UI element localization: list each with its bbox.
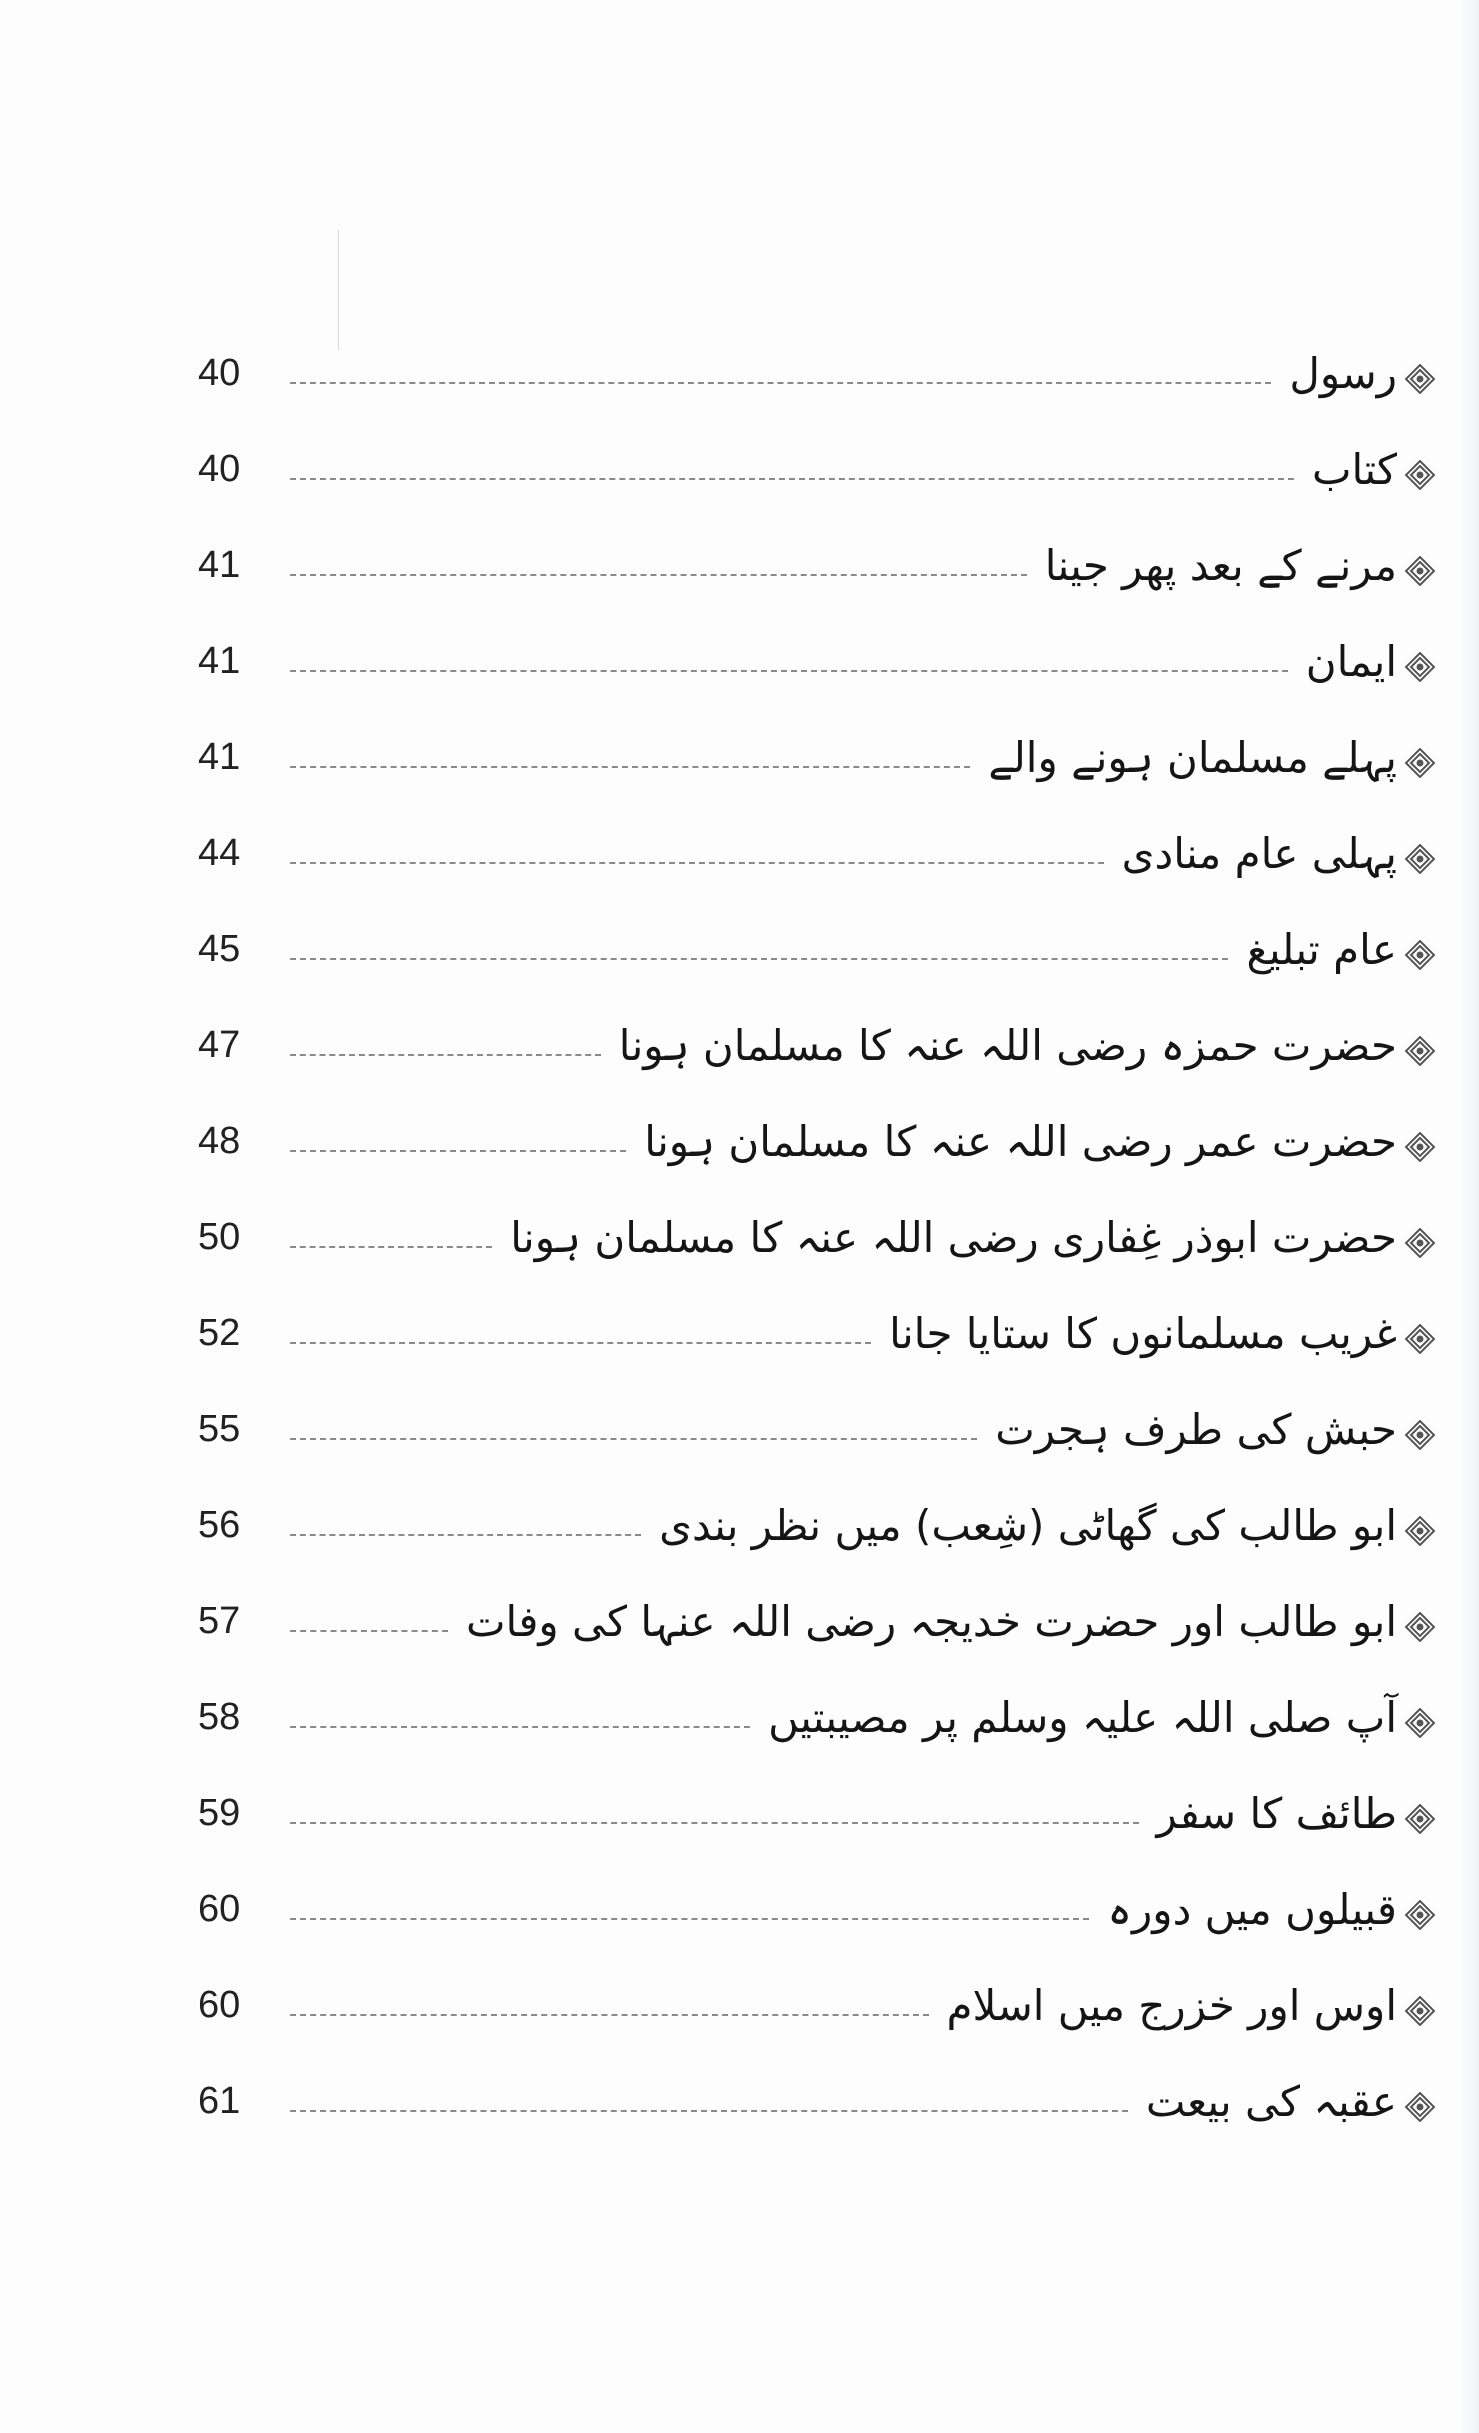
toc-entry-title: ایمان [1305,637,1397,686]
toc-entry-title: قبیلوں میں دورہ [1107,1885,1397,1934]
toc-entry-title: حضرت حمزہ رضی اللہ عنہ کا مسلمان ہونا [618,1021,1397,1070]
toc-entry-page-number: 41 [198,736,241,778]
diamond-ornament-icon [1405,1132,1435,1162]
toc-entry-page-number: 40 [198,352,241,394]
toc-entry-dotted-leader [290,478,1294,480]
diamond-ornament-icon [1405,1612,1435,1642]
diamond-ornament-icon [1405,364,1435,394]
toc-entry-dotted-leader [290,1342,871,1344]
diamond-ornament-icon [1405,1324,1435,1354]
toc-entry-title: مرنے کے بعد پھر جینا [1044,541,1397,590]
toc-entry-title: آپ صلی اللہ علیہ وسلم پر مصیبتیں [768,1693,1397,1742]
toc-entry-6 [0,810,1479,906]
toc-entry-title: غریب مسلمانوں کا ستایا جانا [889,1309,1397,1358]
toc-entry-dotted-leader [290,1534,641,1536]
toc-entry-dotted-leader [290,1054,601,1056]
toc-entry-page-number: 41 [198,640,241,682]
toc-entry-dotted-leader [290,1630,448,1632]
toc-entry-title: رسول [1289,349,1397,398]
diamond-ornament-icon [1405,1996,1435,2026]
toc-entry-dotted-leader [290,2014,929,2016]
toc-entry-9 [0,1098,1479,1194]
toc-entry-dotted-leader [290,1918,1089,1920]
toc-entry-14 [0,1578,1479,1674]
toc-entry-page-number: 60 [198,1888,241,1930]
diamond-ornament-icon [1405,1900,1435,1930]
diamond-ornament-icon [1405,1036,1435,1066]
toc-entry-dotted-leader [290,574,1027,576]
toc-entry-17 [0,1866,1479,1962]
toc-entry-dotted-leader [290,1246,492,1248]
diamond-ornament-icon [1405,652,1435,682]
toc-entry-dotted-leader [290,1726,750,1728]
toc-entry-page-number: 52 [198,1312,241,1354]
toc-entry-11 [0,1290,1479,1386]
diamond-ornament-icon [1405,460,1435,490]
toc-entry-dotted-leader [290,766,970,768]
toc-entry-13 [0,1482,1479,1578]
toc-entry-dotted-leader [290,670,1288,672]
toc-entry-dotted-leader [290,958,1228,960]
toc-entry-dotted-leader [290,382,1271,384]
toc-entry-8 [0,1002,1479,1098]
diamond-ornament-icon [1405,556,1435,586]
toc-entry-page-number: 57 [198,1600,241,1642]
toc-entry-page-number: 58 [198,1696,241,1738]
toc-entry-1 [0,330,1479,426]
toc-entry-dotted-leader [290,1822,1139,1824]
toc-entry-page-number: 47 [198,1024,241,1066]
toc-entry-title: کتاب [1311,445,1397,494]
toc-entry-10 [0,1194,1479,1290]
diamond-ornament-icon [1405,1804,1435,1834]
toc-entry-title: پہلی عام منادی [1121,829,1397,878]
toc-entry-4 [0,618,1479,714]
toc-entry-dotted-leader [290,1150,626,1152]
diamond-ornament-icon [1405,1708,1435,1738]
diamond-ornament-icon [1405,1420,1435,1450]
toc-entry-7 [0,906,1479,1002]
toc-entry-2 [0,426,1479,522]
toc-entry-page-number: 59 [198,1792,241,1834]
toc-entry-page-number: 45 [198,928,241,970]
toc-entry-19 [0,2058,1479,2154]
toc-entry-dotted-leader [290,862,1104,864]
toc-entry-title: پہلے مسلمان ہونے والے [988,733,1397,782]
toc-entry-dotted-leader [290,2110,1128,2112]
toc-entry-title: حضرت ابوذر غِفاری رضی اللہ عنہ کا مسلمان ہونا [510,1213,1397,1262]
toc-entry-title: حضرت عمر رضی اللہ عنہ کا مسلمان ہونا [644,1117,1397,1166]
toc-entry-title: طائف کا سفر [1156,1789,1397,1838]
toc-entry-16 [0,1770,1479,1866]
toc-entry-5 [0,714,1479,810]
toc-entry-title: حبش کی طرف ہجرت [995,1405,1397,1454]
toc-entry-15 [0,1674,1479,1770]
toc-entry-12 [0,1386,1479,1482]
toc-entry-3 [0,522,1479,618]
toc-entry-page-number: 60 [198,1984,241,2026]
toc-entry-18 [0,1962,1479,2058]
toc-entry-page-number: 44 [198,832,241,874]
toc-entry-title: عقبہ کی بیعت [1145,2077,1397,2126]
diamond-ornament-icon [1405,1228,1435,1258]
diamond-ornament-icon [1405,1516,1435,1546]
toc-entry-page-number: 41 [198,544,241,586]
toc-entry-title: عام تبلیغ [1246,925,1397,974]
toc-entry-title: ابو طالب اور حضرت خدیجہ رضی اللہ عنہا کی وفات [466,1597,1397,1646]
diamond-ornament-icon [1405,940,1435,970]
toc-entry-page-number: 50 [198,1216,241,1258]
diamond-ornament-icon [1405,844,1435,874]
diamond-ornament-icon [1405,2092,1435,2122]
toc-entry-page-number: 48 [198,1120,241,1162]
toc-entry-page-number: 40 [198,448,241,490]
toc-entry-page-number: 56 [198,1504,241,1546]
toc-entry-title: ابو طالب کی گھاٹی (شِعب) میں نظر بندی [659,1501,1397,1550]
toc-entry-dotted-leader [290,1438,977,1440]
diamond-ornament-icon [1405,748,1435,778]
toc-entry-page-number: 55 [198,1408,241,1450]
toc-entry-page-number: 61 [198,2080,241,2122]
toc-entry-title: اوس اور خزرج میں اسلام [946,1981,1397,2030]
table-of-contents [0,330,1479,2154]
